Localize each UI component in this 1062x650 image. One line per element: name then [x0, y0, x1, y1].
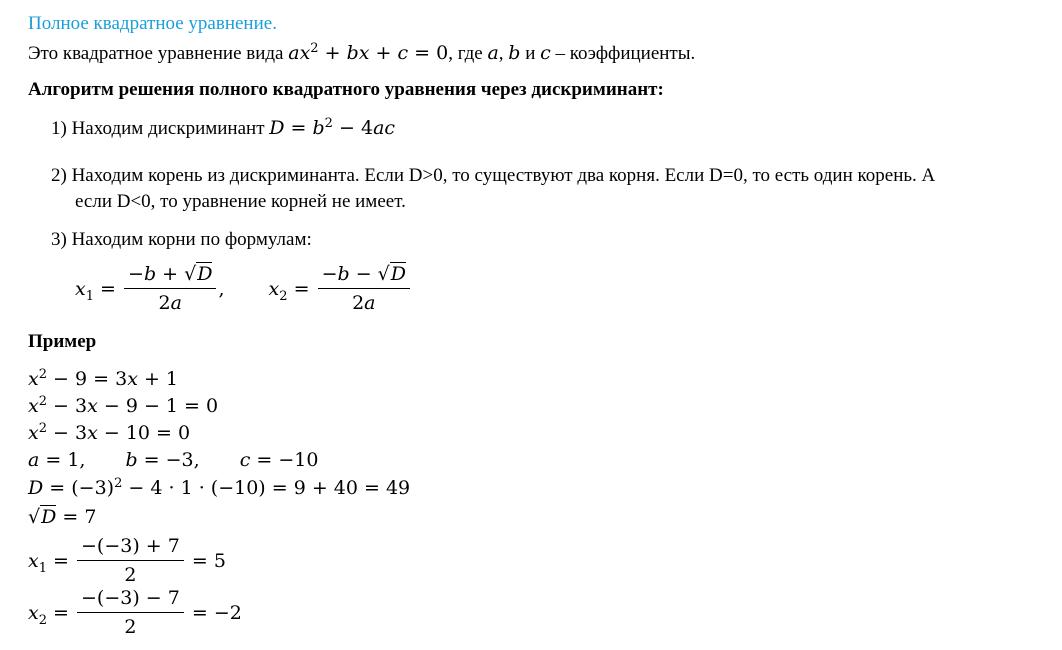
example-x2: $x_2$ = $\frac{-(-3) - 7}{2}$ = −2: [28, 587, 242, 638]
step-2-text-line1: Находим корень из дискриминанта. Если D>0, то существуют два корня. Если D=0, то есть один корень. А: [71, 165, 936, 186]
step-2-number: 2): [51, 165, 67, 186]
step-3-number: 3): [51, 229, 67, 250]
example-line-1: $x^2 - 9 = 3x + 1$: [28, 367, 179, 390]
intro-prefix: Это квадратное уравнение вида: [28, 43, 289, 64]
example-sqrt-discriminant: √D = 7: [28, 506, 97, 528]
example-line-2: $x^2 - 3x - 9 - 1 = 0$: [28, 394, 219, 417]
step-2: [51, 164, 935, 188]
root-formulas: $x_1$ = $\frac{-b + √D}{2a}$ , $x_2$ = $\frac{-b - √D}{2a}$: [75, 262, 412, 315]
root-formula-x2: $\frac{-b - √D}{2a}$: [318, 262, 410, 315]
discriminant-formula: $D = b^2 - 4ac$: [269, 116, 396, 139]
general-equation-formula: $ax^2$ + bx + c = 0: [288, 41, 449, 64]
root-formula-x1: $\frac{-b + √D}{2a}$: [124, 262, 216, 315]
step-1: [51, 116, 395, 141]
page-title-link[interactable]: Полное квадратное уравнение.: [28, 13, 277, 34]
coef-and: и: [520, 43, 541, 64]
example-discriminant: $D = (-3)^2 - 4 \cdot 1 \cdot (-10) = 9 + 40 = 49$: [28, 476, 411, 499]
step-3: [51, 228, 312, 252]
coef-a: a: [487, 42, 499, 64]
intro-line: [28, 41, 695, 66]
coef-sep: ,: [498, 43, 509, 64]
algorithm-title: Алгоритм решения полного квадратного уравнения через дискриминант:: [28, 79, 664, 100]
step-1-text: Находим дискриминант: [71, 118, 270, 139]
coef-c: c: [540, 42, 551, 64]
step-3-text: Находим корни по формулам:: [71, 229, 312, 250]
example-title: Пример: [28, 331, 97, 352]
coef-b: b: [508, 42, 521, 64]
intro-where: , где: [448, 43, 488, 64]
example-coefficients: a = 1, b = −3, c = −10: [28, 449, 319, 471]
example-line-3: $x^2 - 3x - 10 = 0$: [28, 421, 191, 444]
example-x1: $x_1$ = $\frac{-(-3) + 7}{2}$ = 5: [28, 535, 226, 586]
coef-tail: – коэффициенты.: [550, 43, 696, 64]
step-2-line2: если D<0, то уравнение корней не имеет.: [75, 191, 406, 212]
step-1-number: 1): [51, 118, 67, 139]
